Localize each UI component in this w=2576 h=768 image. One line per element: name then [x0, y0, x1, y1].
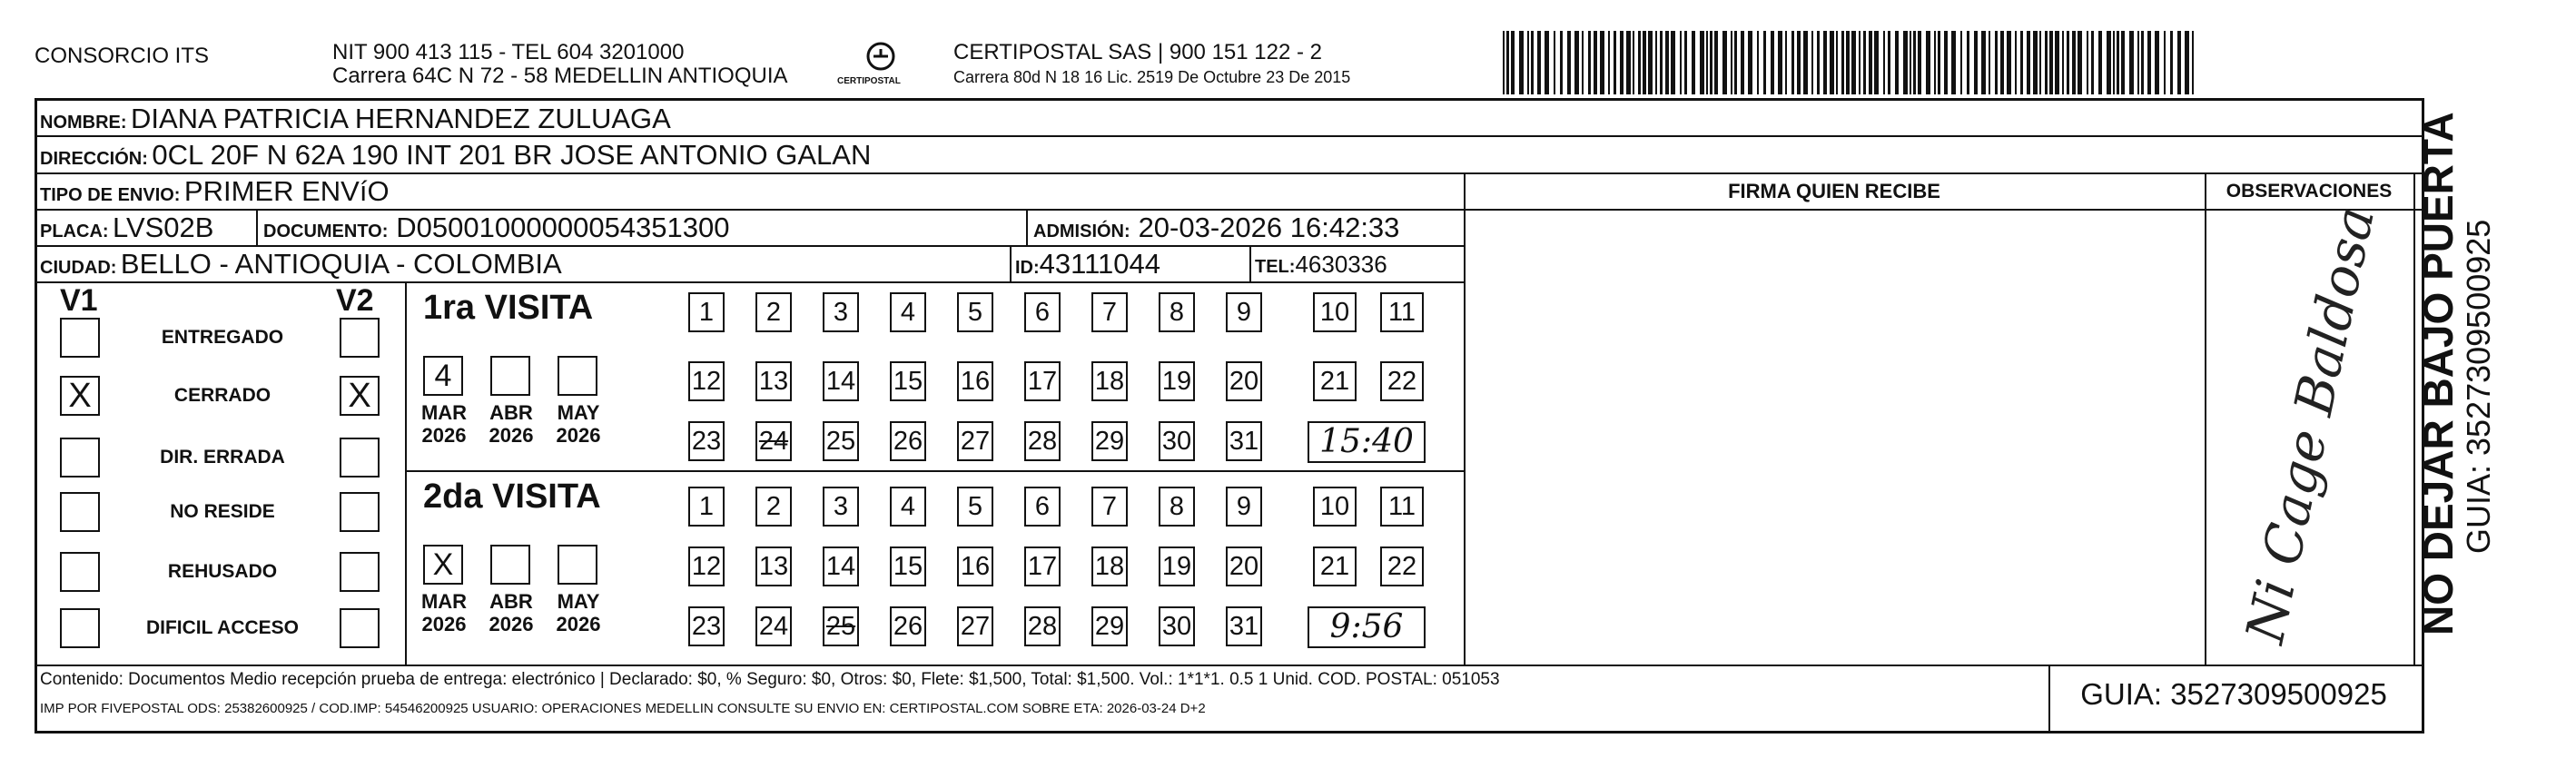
v1-checkbox[interactable]: [60, 492, 100, 532]
barcode-bar: [1527, 31, 1529, 94]
v1-checkbox[interactable]: [60, 552, 100, 592]
month-checkbox[interactable]: [558, 356, 597, 396]
day-box[interactable]: 17: [1024, 361, 1061, 401]
address-row: DIRECCIÓN: 0CL 20F N 62A 190 INT 201 BR JOSE ANTONIO GALAN: [40, 139, 872, 171]
barcode-bar: [1706, 31, 1708, 94]
barcode-bar: [2045, 31, 2048, 94]
barcode-bar: [1511, 31, 1515, 94]
barcode-bar: [2147, 31, 2151, 94]
admission-row: ADMISIÓN: 20-03-2026 16:42:33: [1033, 212, 1400, 243]
day-box[interactable]: 16: [957, 361, 993, 401]
nit-line: NIT 900 413 115 - TEL 604 3201000: [332, 40, 685, 64]
barcode-bar: [1731, 31, 1732, 94]
name-row: NOMBRE: DIANA PATRICIA HERNANDEZ ZULUAGA: [40, 103, 671, 134]
day-box[interactable]: 17: [1024, 546, 1061, 586]
day-box[interactable]: 14: [823, 546, 859, 586]
day-box[interactable]: 13: [755, 546, 792, 586]
day-box[interactable]: 30: [1159, 421, 1195, 461]
side-guia: GUIA: 3527309500925: [2460, 219, 2497, 554]
barcode-bar: [1665, 31, 1669, 94]
day-box[interactable]: 29: [1091, 606, 1128, 646]
barcode-bar: [1785, 31, 1787, 94]
company-address: Carrera 64C N 72 - 58 MEDELLIN ANTIOQUIA: [332, 64, 788, 88]
day-box[interactable]: 14: [823, 361, 859, 401]
barcode-bar: [1519, 31, 1524, 94]
barcode-bar: [1913, 31, 1916, 94]
barcode-bar: [2033, 31, 2038, 94]
barcode-bar: [1588, 31, 1591, 94]
day-box[interactable]: 31: [1226, 421, 1262, 461]
month-checkbox[interactable]: X: [423, 545, 463, 585]
day-box[interactable]: 11: [1380, 292, 1424, 332]
day-box[interactable]: 9: [1226, 292, 1262, 332]
barcode-bar: [2177, 31, 2181, 94]
id-value: 43111044: [1039, 248, 1160, 280]
day-box[interactable]: 11: [1380, 487, 1424, 527]
day-box[interactable]: 4: [890, 292, 926, 332]
day-box[interactable]: 9: [1226, 487, 1262, 527]
barcode-bar: [1846, 31, 1850, 94]
day-box[interactable]: 22: [1380, 361, 1424, 401]
day-box[interactable]: 28: [1024, 421, 1061, 461]
month-label: MAR 2026: [420, 590, 468, 635]
month-checkbox[interactable]: [490, 356, 530, 396]
plate-value: LVS02B: [113, 212, 214, 243]
barcode-bar: [1545, 31, 1549, 94]
day-box[interactable]: 23: [688, 606, 725, 646]
day-box[interactable]: 1: [688, 292, 725, 332]
barcode-bar: [1574, 31, 1579, 94]
barcode-bar: [1620, 31, 1624, 94]
tel-value: 4630336: [1295, 251, 1387, 278]
barcode-bar: [1944, 31, 1948, 94]
no-dejar-warning: NO DEJAR BAJO PUERTA: [2414, 112, 2462, 635]
day-box[interactable]: 4: [890, 487, 926, 527]
day-box[interactable]: 18: [1091, 361, 1128, 401]
barcode-bar: [2098, 31, 2102, 94]
day-box[interactable]: 25: [823, 606, 859, 646]
barcode-bar: [2027, 31, 2030, 94]
month-label: MAY 2026: [556, 401, 601, 447]
day-box[interactable]: 24: [755, 421, 792, 461]
barcode-bar: [2091, 31, 2094, 94]
v1-checkbox[interactable]: X: [60, 376, 100, 416]
day-box[interactable]: 23: [688, 421, 725, 461]
day-box[interactable]: 25: [823, 421, 859, 461]
barcode-bar: [1903, 31, 1908, 94]
day-box[interactable]: 27: [957, 606, 993, 646]
barcode-bar: [1600, 31, 1604, 94]
day-box[interactable]: 30: [1159, 606, 1195, 646]
day-box[interactable]: 7: [1091, 487, 1128, 527]
signature-header: FIRMA QUIEN RECIBE: [1728, 180, 1940, 202]
day-box[interactable]: 20: [1226, 546, 1262, 586]
barcode-bar: [1655, 31, 1657, 94]
barcode-bar: [2185, 31, 2189, 94]
city-row: CIUDAD: BELLO - ANTIOQUIA - COLOMBIA: [40, 248, 562, 280]
barcode-bar: [2039, 31, 2041, 94]
barcode-bar: [2067, 31, 2069, 94]
month-checkbox[interactable]: [490, 545, 530, 585]
month-label: ABR 2026: [489, 401, 534, 447]
barcode-bar: [1967, 31, 1969, 94]
barcode-bar: [1710, 31, 1712, 94]
logo-text: CERTIPOSTAL: [837, 76, 901, 86]
month-label: MAR 2026: [420, 401, 468, 447]
barcode-bar: [2164, 31, 2166, 94]
status-label: NO RESIDE: [170, 501, 275, 522]
barcode-bar: [1714, 31, 1718, 94]
barcode-bar: [1869, 31, 1872, 94]
document-row: DOCUMENTO: D05001000000054351300: [263, 212, 730, 243]
barcode: [1503, 31, 2202, 94]
barcode-bar: [2020, 31, 2023, 94]
status-label: DIFICIL ACCESO: [145, 617, 299, 638]
company-name: CONSORCIO ITS: [35, 44, 210, 68]
id-row: ID:43111044: [1015, 248, 1160, 280]
barcode-bar: [1503, 31, 1505, 94]
day-box[interactable]: 20: [1226, 361, 1262, 401]
day-box[interactable]: 5: [957, 292, 993, 332]
v1-checkbox[interactable]: [60, 608, 100, 648]
day-box[interactable]: 8: [1159, 292, 1195, 332]
barcode-bar: [1926, 31, 1930, 94]
barcode-bar: [1859, 31, 1860, 94]
barcode-bar: [1531, 31, 1534, 94]
day-box[interactable]: 15: [890, 546, 926, 586]
first-visit-title: 1ra VISITA: [423, 289, 594, 327]
document-value: D05001000000054351300: [396, 212, 730, 243]
certipostal-line: CERTIPOSTAL SAS | 900 151 122 - 2: [953, 40, 1322, 64]
day-box[interactable]: 3: [823, 292, 859, 332]
day-box[interactable]: 21: [1313, 361, 1357, 401]
v1-checkbox[interactable]: [60, 318, 100, 358]
barcode-bar: [2155, 31, 2159, 94]
barcode-bar: [2000, 31, 2004, 94]
day-box[interactable]: 2: [755, 487, 792, 527]
barcode-bar: [1995, 31, 1998, 94]
barcode-bar: [1817, 31, 1820, 94]
barcode-bar: [1960, 31, 1962, 94]
v1-header: V1: [60, 283, 98, 318]
barcode-bar: [1633, 31, 1634, 94]
barcode-bar: [1722, 31, 1727, 94]
day-box[interactable]: 1: [688, 487, 725, 527]
day-box[interactable]: 6: [1024, 487, 1061, 527]
barcode-bar: [1700, 31, 1704, 94]
barcode-bar: [2137, 31, 2139, 94]
barcode-bar: [1741, 31, 1744, 94]
barcode-bar: [1778, 31, 1782, 94]
status-label: CERRADO: [173, 385, 271, 406]
barcode-bar: [1626, 31, 1631, 94]
barcode-bar: [2121, 31, 2125, 94]
barcode-bar: [1874, 31, 1879, 94]
barcode-bar: [1748, 31, 1752, 94]
day-box[interactable]: 18: [1091, 546, 1128, 586]
type-row: TIPO DE ENVIO: PRIMER ENVíO: [40, 175, 390, 207]
barcode-bar: [2117, 31, 2119, 94]
barcode-bar: [1791, 31, 1794, 94]
barcode-bar: [1638, 31, 1641, 94]
barcode-bar: [1934, 31, 1936, 94]
month-label: MAY 2026: [556, 590, 601, 635]
day-box[interactable]: 7: [1091, 292, 1128, 332]
v2-checkbox[interactable]: X: [340, 376, 380, 416]
v1-checkbox[interactable]: [60, 438, 100, 478]
barcode-bar: [2141, 31, 2144, 94]
barcode-bar: [1981, 31, 1986, 94]
barcode-bar: [2170, 31, 2173, 94]
barcode-bar: [1811, 31, 1813, 94]
barcode-bar: [1823, 31, 1827, 94]
certipostal-logo-icon: [863, 40, 899, 76]
barcode-bar: [1660, 31, 1663, 94]
barcode-bar: [1895, 31, 1899, 94]
recipient-address: 0CL 20F N 62A 190 INT 201 BR JOSE ANTONIO GALAN: [152, 139, 872, 171]
month-checkbox[interactable]: [558, 545, 597, 585]
barcode-bar: [2078, 31, 2082, 94]
v2-checkbox[interactable]: [340, 608, 380, 648]
barcode-bar: [1614, 31, 1616, 94]
barcode-bar: [1883, 31, 1885, 94]
day-box[interactable]: 12: [688, 546, 725, 586]
barcode-bar: [2015, 31, 2017, 94]
day-box[interactable]: 13: [755, 361, 792, 401]
day-box[interactable]: 8: [1159, 487, 1195, 527]
tel-row: TEL:4630336: [1255, 251, 1387, 278]
v2-checkbox[interactable]: [340, 552, 380, 592]
day-box[interactable]: 10: [1313, 292, 1357, 332]
barcode-bar: [2055, 31, 2059, 94]
day-box[interactable]: 31: [1226, 606, 1262, 646]
barcode-bar: [1594, 31, 1597, 94]
barcode-bar: [1803, 31, 1808, 94]
barcode-bar: [1554, 31, 1555, 94]
day-box[interactable]: 10: [1313, 487, 1357, 527]
barcode-bar: [1918, 31, 1921, 94]
barcode-bar: [2113, 31, 2115, 94]
barcode-bar: [2007, 31, 2011, 94]
day-box[interactable]: 19: [1159, 546, 1195, 586]
barcode-bar: [2087, 31, 2088, 94]
day-box[interactable]: 26: [890, 606, 926, 646]
v2-checkbox[interactable]: [340, 492, 380, 532]
day-box[interactable]: 29: [1091, 421, 1128, 461]
barcode-bar: [1830, 31, 1834, 94]
barcode-bar: [2072, 31, 2076, 94]
barcode-bar: [1648, 31, 1653, 94]
footer-content: Contenido: Documentos Medio recepción prueba de entrega: electrónico | Declarado: $0, % Seguro: $0, Otros: $0, Flete: $1,500, Total: $1,500. Vol.: 1*1*1. 0.5 1 Unid. COD. POSTAL: 051053: [40, 670, 1500, 689]
barcode-bar: [1863, 31, 1866, 94]
status-label: ENTREGADO: [161, 327, 284, 348]
day-box[interactable]: 26: [890, 421, 926, 461]
admission-value: 20-03-2026 16:42:33: [1138, 212, 1400, 243]
barcode-bar: [1938, 31, 1940, 94]
v2-checkbox[interactable]: [340, 438, 380, 478]
barcode-bar: [1797, 31, 1801, 94]
status-label: REHUSADO: [167, 561, 278, 582]
status-label: DIR. ERRADA: [160, 447, 285, 468]
barcode-bar: [2129, 31, 2134, 94]
day-box[interactable]: 3: [823, 487, 859, 527]
barcode-bar: [2049, 31, 2053, 94]
barcode-bar: [1671, 31, 1675, 94]
barcode-bar: [1836, 31, 1838, 94]
observations-header: OBSERVACIONES: [2226, 181, 2393, 202]
day-box[interactable]: 24: [755, 606, 792, 646]
handwritten-observation: Ni Cage Baldosa: [2234, 201, 2387, 649]
plate-row: PLACA: LVS02B: [40, 212, 214, 243]
time-box[interactable]: 15:40: [1308, 421, 1426, 463]
day-box[interactable]: 16: [957, 546, 993, 586]
barcode-bar: [1643, 31, 1646, 94]
barcode-bar: [1680, 31, 1682, 94]
day-box[interactable]: 19: [1159, 361, 1195, 401]
barcode-bar: [1910, 31, 1911, 94]
barcode-bar: [1757, 31, 1759, 94]
v2-header: V2: [336, 283, 374, 318]
shipment-type: PRIMER ENVíO: [183, 175, 390, 207]
day-box[interactable]: 5: [957, 487, 993, 527]
barcode-bar: [1734, 31, 1737, 94]
barcode-bar: [1851, 31, 1856, 94]
day-box[interactable]: 2: [755, 292, 792, 332]
day-box[interactable]: 12: [688, 361, 725, 401]
recipient-name: DIANA PATRICIA HERNANDEZ ZULUAGA: [131, 103, 671, 134]
footer-guia: GUIA: 3527309500925: [2080, 677, 2387, 711]
barcode-bar: [1560, 31, 1563, 94]
v2-checkbox[interactable]: [340, 318, 380, 358]
barcode-bar: [2107, 31, 2111, 94]
barcode-bar: [1567, 31, 1571, 94]
barcode-bar: [1989, 31, 1990, 94]
barcode-bar: [2062, 31, 2064, 94]
day-box[interactable]: 27: [957, 421, 993, 461]
footer-imp: IMP POR FIVEPOSTAL ODS: 25382600925 / COD.IMP: 54546200925 USUARIO: OPERACIONES MEDELLIN CONSULTE SU ENVIO EN: CERTIPOSTAL.COM SOBRE ETA: 2026-03-24 D+2: [40, 701, 1206, 716]
month-label: ABR 2026: [489, 590, 534, 635]
barcode-bar: [1608, 31, 1610, 94]
barcode-bar: [1537, 31, 1541, 94]
time-box[interactable]: 9:56: [1308, 606, 1426, 648]
barcode-bar: [1974, 31, 1978, 94]
second-visit-title: 2da VISITA: [423, 478, 601, 516]
barcode-bar: [1506, 31, 1509, 94]
barcode-bar: [2192, 31, 2194, 94]
month-checkbox[interactable]: 4: [423, 356, 463, 396]
day-box[interactable]: 21: [1313, 546, 1357, 586]
city-value: BELLO - ANTIOQUIA - COLOMBIA: [120, 248, 562, 280]
barcode-bar: [1692, 31, 1695, 94]
certipostal-address: Carrera 80d N 18 16 Lic. 2519 De Octubre 23 De 2015: [953, 68, 1351, 86]
barcode-bar: [1841, 31, 1844, 94]
day-box[interactable]: 28: [1024, 606, 1061, 646]
day-box[interactable]: 6: [1024, 292, 1061, 332]
day-box[interactable]: 15: [890, 361, 926, 401]
barcode-bar: [1951, 31, 1956, 94]
barcode-bar: [1763, 31, 1766, 94]
barcode-bar: [1684, 31, 1687, 94]
barcode-bar: [1771, 31, 1774, 94]
day-box[interactable]: 22: [1380, 546, 1424, 586]
barcode-bar: [1582, 31, 1584, 94]
barcode-bar: [1888, 31, 1890, 94]
